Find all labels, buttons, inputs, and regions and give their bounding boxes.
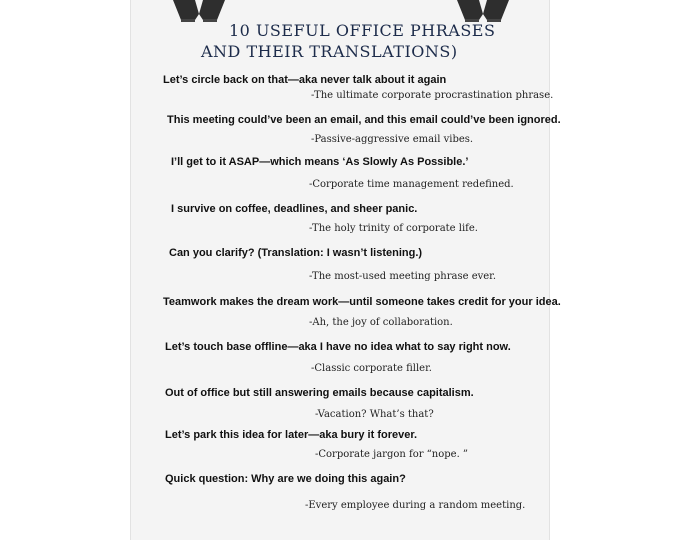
phrase-8: Out of office but still answering emails because capitalism. [165,387,474,399]
phrase-10: Quick question: Why are we doing this again? [165,473,406,485]
office-worker-figure-right [453,0,513,22]
phrase-1: Let’s circle back on that—aka never talk about it again [163,74,447,86]
translation-5: -The most-used meeting phrase ever. [309,271,497,282]
translation-10: -Every employee during a random meeting. [305,500,526,511]
phrase-5: Can you clarify? (Translation: I wasn’t listening.) [169,247,423,259]
phrase-3: I’ll get to it ASAP—which means ‘As Slowly As Possible.’ [171,156,469,168]
title-line-1: 10 USEFUL OFFICE PHRASES [229,21,496,40]
translation-1: -The ultimate corporate procrastination phrase. [311,90,554,101]
translation-7: -Classic corporate filler. [311,363,432,374]
phrase-4: I survive on coffee, deadlines, and sheer panic. [171,203,418,215]
office-worker-figure-left [169,0,229,22]
translation-8: -Vacation? What’s that? [315,409,434,420]
phrase-2: This meeting could’ve been an email, and this email could’ve been ignored. [167,114,561,126]
phrase-7: Let’s touch base offline—aka I have no idea what to say right now. [165,341,511,353]
translation-2: -Passive-aggressive email vibes. [311,134,474,145]
title-line-2: AND THEIR TRANSLATIONS) [201,42,458,61]
translation-6: -Ah, the joy of collaboration. [309,317,453,328]
translation-4: -The holy trinity of corporate life. [309,223,478,234]
translation-3: -Corporate time management redefined. [309,179,514,190]
document-page [130,0,561,540]
phrase-6: Teamwork makes the dream work—until someone takes credit for your idea. [163,296,561,308]
phrase-9: Let’s park this idea for later—aka bury it forever. [165,429,418,441]
translation-9: -Corporate jargon for “nope. ” [315,449,469,460]
